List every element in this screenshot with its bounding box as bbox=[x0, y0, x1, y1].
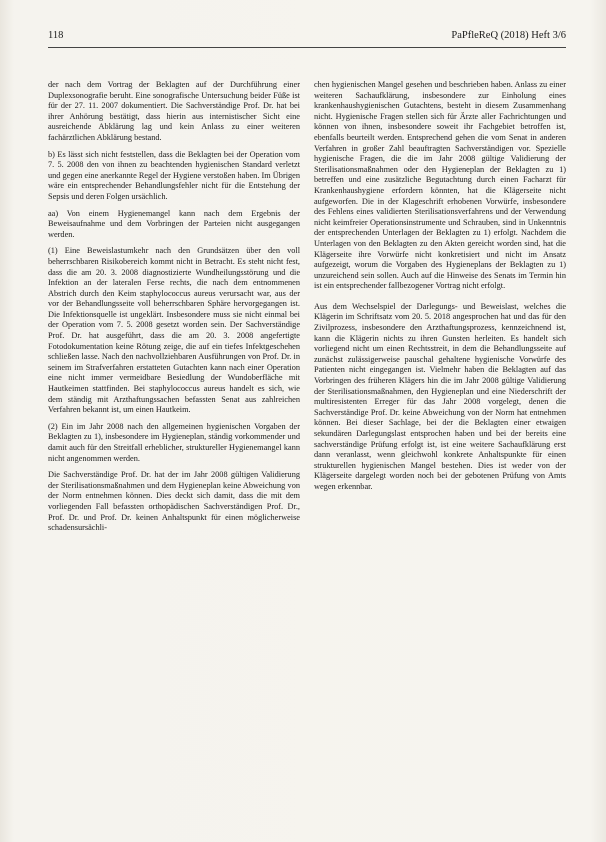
paragraph: aa) Von einem Hygienemangel kann nach dem Ergebnis der Beweisaufnahme und dem Vorbringen der Parteien nicht ausgegangen werden. bbox=[48, 208, 300, 239]
left-column bbox=[48, 80, 300, 800]
header-divider bbox=[48, 47, 566, 48]
text-columns bbox=[48, 80, 566, 800]
page-number: 118 bbox=[48, 30, 64, 41]
paragraph: Die Sachverständige Prof. Dr. hat der im Jahr 2008 gültigen Validierung der Sterilisationsmaßnahmen und dem Hygieneplan keine Abweichung von der Norm entnehmen können. Dies deckt sich damit, dass die mit dem vorliegenden Fall befassten orthopädischen Sachverständigen Prof. Dr., Prof. Dr. und Prof. Dr. keinen Anhaltspunkt für einen möglicherweise schadensursächli- bbox=[48, 470, 300, 533]
paragraph: (2) Ein im Jahr 2008 nach den allgemeinen hygienischen Vorgaben der Beklagten zu 1), insbesondere im Hygieneplan, ständig vorkommender und damit auch für den Streitfall erheblicher, struktureller Hygienemangel kann nicht angenommen werden. bbox=[48, 421, 300, 463]
right-column bbox=[314, 80, 566, 800]
paragraph: b) Es lässt sich nicht feststellen, dass die Beklagten bei der Operation vom 7. 5. 2008 den von ihnen zu beachtenden hygienischen Standard verletzt und gegen eine anerkannte Regel der Hygiene verstoßen haben. Im Übrigen wäre ein entsprechender Behandlungsfehler nicht für die Entstehung der Sepsis und deren Folgen ursächlich. bbox=[48, 149, 300, 201]
paragraph: der nach dem Vortrag der Beklagten auf der Durchführung einer Duplexsonografie beruht. Eine sonografische Untersuchung beider Füße ist für der 27. 11. 2007 dokumentiert. Die Sachverständige Prof. Dr. hat bei ihrer Anhörung bestätigt, dass hierin aus internistischer Sicht eine ausreichende Abklärung lag und kein Anlass zu einer weiteren fachärztlichen Abklärung bestand. bbox=[48, 80, 300, 142]
paragraph: (1) Eine Beweislastumkehr nach den Grundsätzen über den voll beherrschbaren Risikobereich kommt nicht in Betracht. Es steht nicht fest, dass die am 20. 3. 2008 diagnostizierte Wundheilungsstörung und die Infektion an der lateralen Ferse rechts, die nach dem entnommenen Abstrich durch den Keim staphylococcus aureus verursacht war, aus der vor der Behandlungsseite voll beherrschbaren Sphäre hervorgegangen ist. Die Infektionsquelle ist ungeklärt. Insbesondere muss sie nicht einmal bei der Operation vom 7. 5. 2008 gesetzt worden sein. Der Sachverständige Prof. Dr. hat ausgeführt, dass die am 20. 3. 2008 angefertigte Fotodokumentation keine Rötung zeige, die auf ein tiefes Infektgeschehen schließen lasse. Nach den nachvollziehbaren Ausführungen von Prof. Dr. in seinem im Strafverfahren erstatteten Gutachten kann nach einer Operation eine nicht immer vermeidbare Besiedlung der Wundoberfläche mit Hautkeimen stattfinden. Bei staphylococcus aureus handelt es sich, wie dem ständig mit Arzthaftungssachen befassten Senat aus zahlreichen Verfahren bekannt ist, um einen Hautkeim. bbox=[48, 246, 300, 415]
journal-reference: PaPfleReQ (2018) Heft 3/6 bbox=[451, 30, 566, 41]
paragraph: chen hygienischen Mangel gesehen und beschrieben haben. Anlass zu einer weiteren Sachaufklärung, insbesondere zur Einholung eines krankenhaushygienischen Gutachtens, besteht in diesem Zusammenhang nicht. Hygienische Fragen stellen sich für Ärzte aller Fachrichtungen und können von ihnen, insbesondere soweit ihr Fachgebiet betroffen ist, ebenfalls beurteilt werden. Entsprechend gehen die vom Senat in anderen Verfahren in großer Zahl beauftragten Sachverständigen vor. Spezielle hygienische Fragen, die die im Jahr 2008 gültige Validierung der Sterilisationsmaßnahmen oder den Hygieneplan der Beklagten zu 1) betreffen und eine zusätzliche Begutachtung durch einen Facharzt für Krankenhaushygiene erfordern könnten, hat die Klägerseite nicht aufgeworfen. Die in der Klageschrift erhobenen Vorwürfe, insbesondere des Fehlens eines validierten Sterilisationsverfahrens und der Verwendung nicht keimfreier Operationsinstrumente und Schrauben, sind in Unkenntnis der entsprechenden Unterlagen der Beklagten zu 1) erfolgt. Nachdem die Unterlagen von den Beklagten zu den Akten gereicht worden sind, hat die Klägerseite ihre Vorwürfe nicht konkretisiert und nicht im Ansatz aufgezeigt, worum die Vorgaben des Hygieneplans der Beklagten zu 1) unzureichend sein sollen. Auch auf die Hinweise des Senats im Termin hin ist ein entsprechender fallbezogener Vortrag nicht erfolgt. bbox=[314, 80, 566, 291]
paragraph: Aus dem Wechselspiel der Darlegungs- und Beweislast, welches die Klägerin im Schriftsatz vom 20. 5. 2018 angesprochen hat und das für den Zivilprozess, insbesondere den Arzthaftungsprozess, kennzeichnend ist, kann die Klägerin nichts zu ihren Gunsten herleiten. Es handelt sich vorliegend nicht um einen Rechtsstreit, in dem die Behandlungsseite auf zunächst zulässigerweise pauschal gehaltene hygienische Vorwürfe des Patienten nicht eingegangen ist. Vielmehr haben die Beklagten auf das Vorbringen des früheren Klägers hin die im Jahr 2008 gültige Validierung der Sterilisationsmaßnahmen, den Hygieneplan und eine Niederschrift der multiresistenten Erreger für das Jahr 2008 vorgelegt, denen die Sachverständige Prof. Dr. keine Abweichung von der Norm hat entnehmen können. Bei dieser Sachlage, bei der die Beklagten einer etwaigen sekundären Darlegungslast entsprochen haben und bei der bereits eine sachverständige Prüfung erfolgt ist, ist eine weitere Sachaufklärung erst dann veranlasst, wenn gleichwohl konkrete Anhaltspunkte für einen strukturellen hygienischen Mangel bestehen. Dies ist weder von der Klägerseite dargelegt worden noch bei der gebotenen Prüfung von Amts wegen erkennbar. bbox=[314, 301, 566, 491]
page-header bbox=[48, 30, 566, 44]
